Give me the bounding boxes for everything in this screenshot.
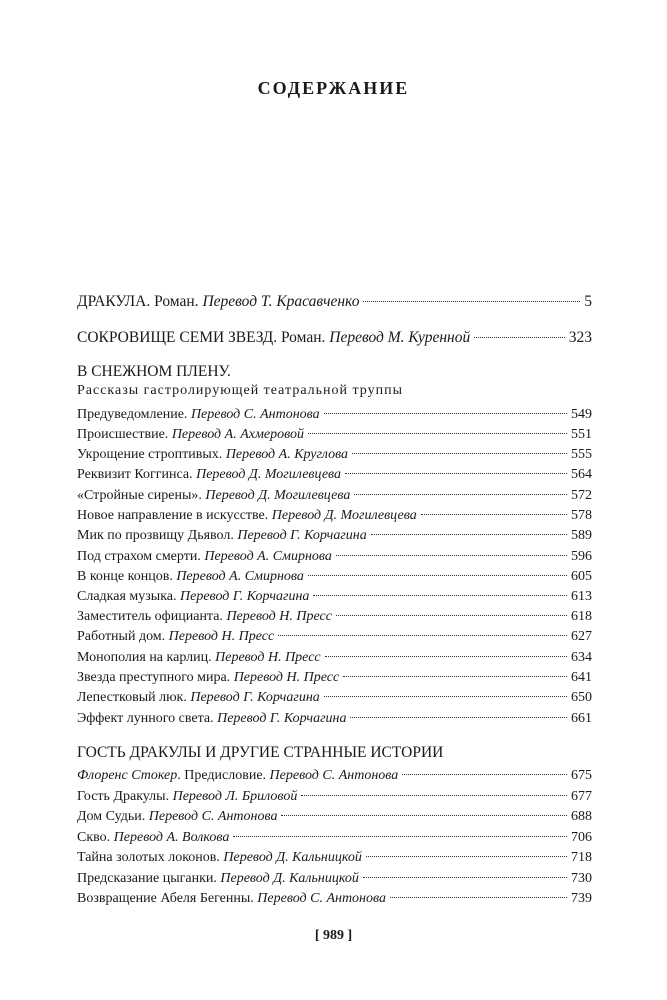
entry-page: 618: [571, 609, 592, 624]
entry-title: СОКРОВИЩЕ СЕМИ ЗВЕЗД. Роман.: [77, 329, 330, 346]
entry-title: В конце концов.: [77, 569, 177, 584]
toc-entry[interactable]: [77, 807, 592, 826]
entry-translator: Перевод М. Куренной: [329, 329, 471, 346]
entry-title: Звезда преступного мира.: [77, 670, 234, 685]
entry-title: Лепестковый люк.: [77, 690, 191, 705]
entry-page: 589: [571, 528, 592, 543]
toc-entry[interactable]: [77, 848, 592, 867]
toc-entry[interactable]: [77, 709, 592, 728]
leader-dots: [363, 300, 580, 302]
entry-page: 323: [568, 329, 592, 346]
entry-translator: Перевод Д. Кальницкой: [220, 871, 359, 886]
entry-page: 596: [571, 549, 592, 564]
entry-page: 641: [571, 670, 592, 685]
leader-dots: [325, 655, 567, 657]
entry-title: Предуведомление.: [77, 407, 191, 422]
toc-entry[interactable]: [77, 425, 592, 444]
entry-translator: Перевод А. Круглова: [225, 447, 349, 462]
entry-translator: Перевод Г. Корчагина: [190, 690, 320, 705]
leader-dots: [324, 695, 567, 697]
entry-page: 661: [571, 711, 592, 726]
toc-entry[interactable]: [77, 828, 592, 847]
entry-translator: Перевод А. Ахмеровой: [171, 427, 304, 442]
leader-dots: [308, 574, 567, 576]
entry-page: 677: [571, 789, 592, 804]
leader-dots: [308, 432, 567, 434]
entry-page: 706: [571, 830, 592, 845]
toc-entry[interactable]: [77, 627, 592, 646]
toc-entry[interactable]: [77, 506, 592, 525]
toc-entry[interactable]: [77, 668, 592, 687]
entry-translator: Перевод Д. Кальницкой: [223, 850, 362, 865]
entry-translator: Перевод Д. Могилевцева: [196, 467, 342, 482]
leader-dots: [278, 634, 567, 636]
entry-page: 627: [571, 629, 592, 644]
toc-entry[interactable]: [77, 465, 592, 484]
entry-translator: Перевод Г. Корчагина: [237, 528, 367, 543]
entry-title: Гость Дракулы.: [77, 789, 173, 804]
entry-translator: Перевод С. Антонова: [257, 891, 386, 906]
entry-title: Сладкая музыка.: [77, 589, 181, 604]
entry-translator: Перевод Н. Пресс: [226, 609, 332, 624]
toc-entry[interactable]: [77, 526, 592, 545]
entry-author: Флоренс Стокер: [77, 768, 178, 783]
entry-page: 578: [571, 508, 592, 523]
leader-dots: [390, 896, 567, 898]
entry-translator: Перевод С. Антонова: [190, 407, 320, 422]
section-heading-snow-bound: В СНЕЖНОМ ПЛЕНУ.: [77, 363, 231, 380]
leader-dots: [421, 513, 567, 515]
entry-title: ДРАКУЛА. Роман.: [77, 293, 203, 310]
toc-entry[interactable]: [77, 648, 592, 667]
entry-translator: Перевод Д. Могилевцева: [271, 508, 417, 523]
leader-dots: [350, 716, 567, 718]
entry-page: 613: [571, 589, 592, 604]
toc-entry[interactable]: [77, 766, 592, 785]
entry-translator: Перевод А. Смирнова: [204, 549, 332, 564]
leader-dots: [402, 773, 567, 775]
leader-dots: [345, 472, 567, 474]
entry-title: . Предисловие.: [177, 768, 270, 783]
leader-dots: [366, 855, 567, 857]
entry-title: Мик по прозвищу Дьявол.: [77, 528, 238, 543]
toc-entry[interactable]: [77, 567, 592, 586]
entry-page: 634: [571, 650, 592, 665]
leader-dots: [343, 675, 567, 677]
entry-title: Возвращение Абеля Бегенны.: [77, 891, 258, 906]
entry-translator: Перевод Т. Красавченко: [202, 293, 360, 310]
entry-translator: Перевод Д. Могилевцева: [205, 488, 351, 503]
entry-title: «Стройные сирены».: [77, 488, 206, 503]
entry-page: 688: [571, 809, 592, 824]
entry-page: 555: [571, 447, 592, 462]
section-subheading: Рассказы гастролирующей театральной труппы: [77, 383, 404, 398]
entry-translator: Перевод Г. Корчагина: [217, 711, 347, 726]
entry-translator: Перевод С. Антонова: [269, 768, 399, 783]
toc-entry[interactable]: [77, 445, 592, 464]
entry-translator: Перевод А. Волкова: [113, 830, 230, 845]
entry-title: Тайна золотых локонов.: [77, 850, 224, 865]
toc-entry[interactable]: [77, 889, 592, 908]
leader-dots: [324, 412, 567, 414]
entry-translator: Перевод Г. Корчагина: [180, 589, 310, 604]
entry-title: Монополия на карлиц.: [77, 650, 216, 665]
entry-title: Новое направление в искусстве.: [77, 508, 272, 523]
entry-title: Реквизит Коггинса.: [77, 467, 197, 482]
entry-page: 572: [571, 488, 592, 503]
entry-title: Скво.: [77, 830, 114, 845]
toc-entry[interactable]: [77, 405, 592, 424]
entry-title: Работный дом.: [77, 629, 169, 644]
section-heading-draculas-guest: ГОСТЬ ДРАКУЛЫ И ДРУГИЕ СТРАННЫЕ ИСТОРИИ: [77, 744, 444, 761]
toc-entry[interactable]: [77, 869, 592, 888]
entry-page: 675: [571, 768, 592, 783]
entry-title: Дом Судьи.: [77, 809, 149, 824]
entry-page: 5: [584, 293, 592, 310]
leader-dots: [336, 614, 567, 616]
entry-title: Эффект лунного света.: [77, 711, 218, 726]
entry-title: Предсказание цыганки.: [77, 871, 221, 886]
toc-entry[interactable]: [77, 688, 592, 707]
leader-dots: [371, 533, 567, 535]
entry-page: 739: [571, 891, 592, 906]
toc-entry[interactable]: [77, 607, 592, 626]
leader-dots: [352, 452, 567, 454]
entry-page: 718: [571, 850, 592, 865]
leader-dots: [301, 794, 567, 796]
entry-translator: Перевод С. Антонова: [148, 809, 278, 824]
entry-page: 551: [571, 427, 592, 442]
toc-entry[interactable]: [77, 547, 592, 566]
entry-translator: Перевод Н. Пресс: [215, 650, 321, 665]
entry-page: 730: [571, 871, 592, 886]
leader-dots: [233, 835, 567, 837]
entry-translator: Перевод Л. Бриловой: [172, 789, 298, 804]
toc-entry[interactable]: [77, 787, 592, 806]
entry-title: Под страхом смерти.: [77, 549, 205, 564]
page-title: СОДЕРЖАНИЕ: [257, 78, 410, 98]
entry-page: 564: [571, 467, 592, 482]
entry-title: Происшествие.: [77, 427, 172, 442]
entry-title: Заместитель официанта.: [77, 609, 227, 624]
leader-dots: [354, 493, 567, 495]
leader-dots: [336, 554, 567, 556]
entry-translator: Перевод А. Смирнова: [176, 569, 304, 584]
entry-page: 549: [571, 407, 592, 422]
entry-translator: Перевод Н. Пресс: [233, 670, 340, 685]
toc-entry-dracula[interactable]: [77, 292, 592, 311]
entry-translator: Перевод Н. Пресс: [168, 629, 275, 644]
toc-entry-jewel-seven-stars[interactable]: [77, 328, 592, 347]
leader-dots: [474, 336, 565, 338]
entry-page: 650: [571, 690, 592, 705]
leader-dots: [363, 876, 567, 878]
leader-dots: [281, 814, 567, 816]
toc-entry[interactable]: [77, 486, 592, 505]
leader-dots: [313, 594, 567, 596]
page-number: [ 989 ]: [314, 928, 353, 943]
entry-page: 605: [571, 569, 592, 584]
toc-entry[interactable]: [77, 587, 592, 606]
entry-title: Укрощение строптивых.: [77, 447, 226, 462]
